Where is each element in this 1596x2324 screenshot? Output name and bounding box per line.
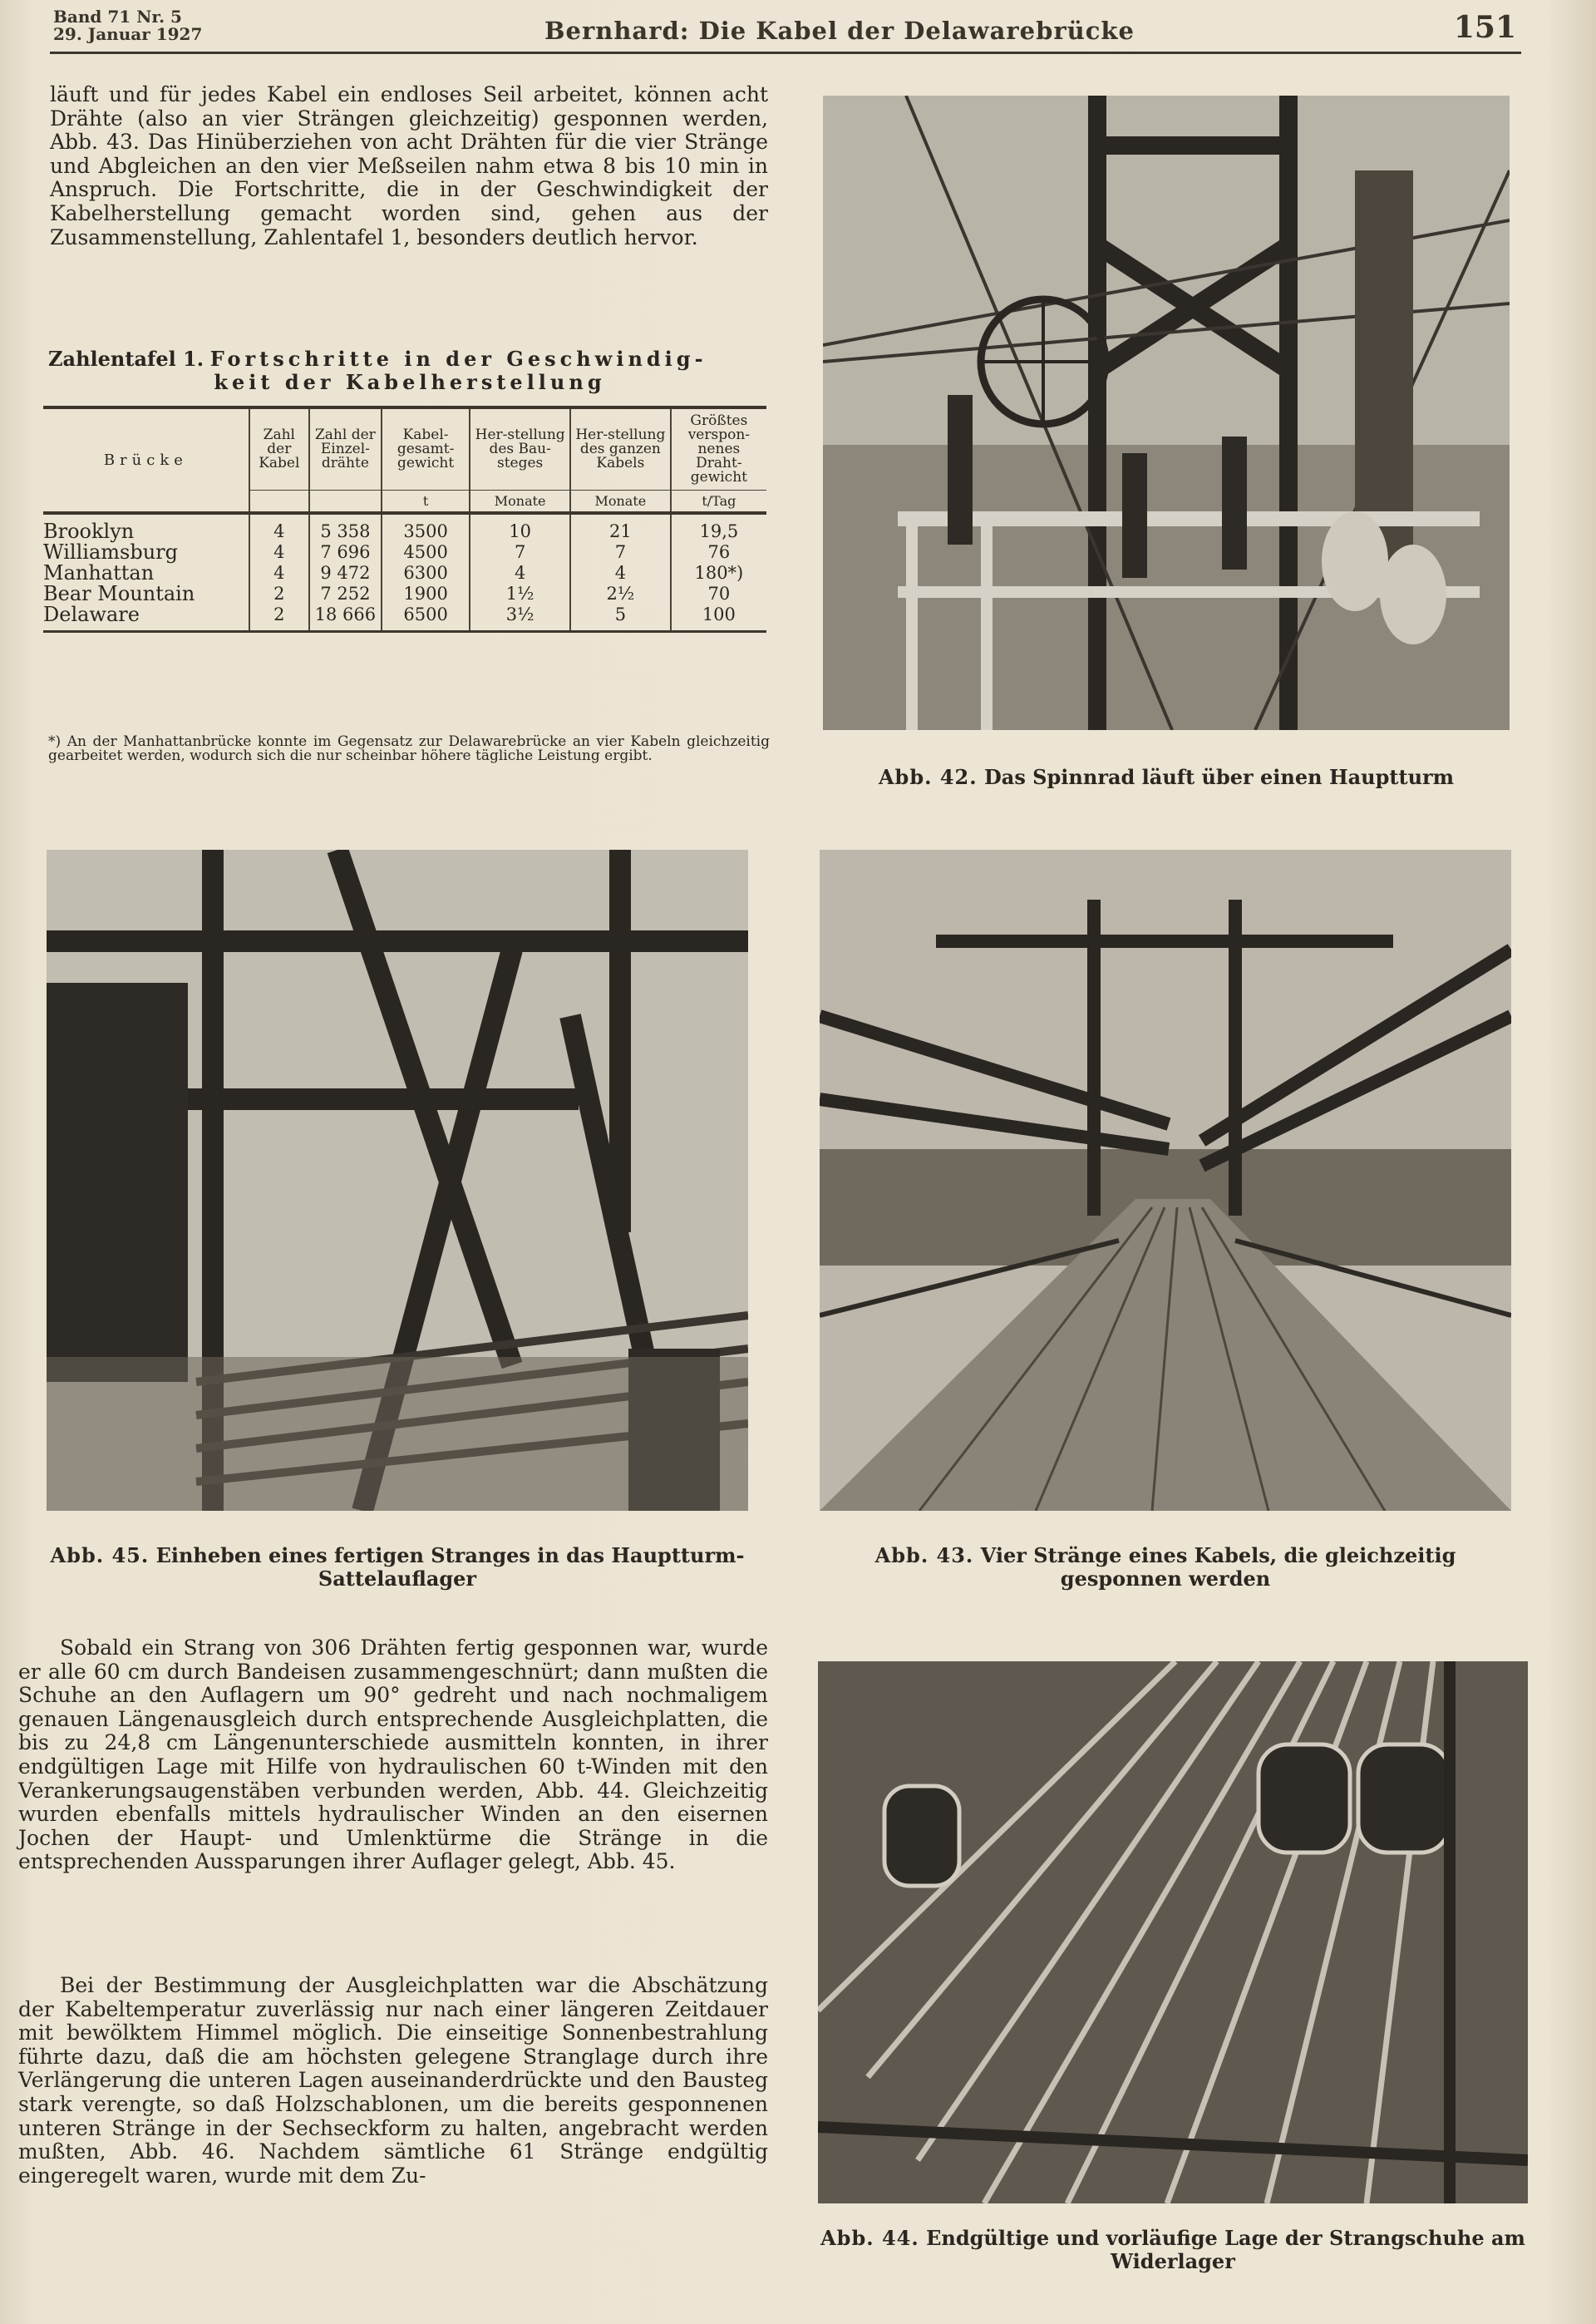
table-cell: 19,5 xyxy=(671,513,766,542)
table-cell: 4 xyxy=(249,542,309,563)
table-cell: 76 xyxy=(671,542,766,563)
table-cell: 100 xyxy=(671,604,766,632)
col-header-weight: Kabel-gesamt-gewicht xyxy=(382,407,470,491)
table-cell: 7 696 xyxy=(309,542,382,563)
table-cell: 2½ xyxy=(570,584,671,604)
page-number: 151 xyxy=(1453,10,1516,45)
table-cell: Williamsburg xyxy=(43,540,178,564)
col-header-catwalk: Her-stellung des Bau-steges xyxy=(470,407,570,491)
unit-cell: t xyxy=(382,491,470,514)
table-cell: 21 xyxy=(570,513,671,542)
unit-cell: Monate xyxy=(470,491,570,514)
header-rule xyxy=(50,52,1521,54)
table-cell: Delaware xyxy=(43,604,249,632)
table-title-line1: Fortschritte in der Geschwindig- xyxy=(209,347,707,371)
caption-fig44 xyxy=(818,2227,1528,2273)
table-row xyxy=(43,563,766,584)
intro-paragraph: läuft und für jedes Kabel ein endloses Seil arbeitet, können acht Drähte (also an vier Strängen gleichzeitig) gesponnen werden, Abb. 43. Das Hinüberziehen von acht Drähten für die vier Stränge und Abgleichen an den vier Meßseilen nahm etwa 8 bis 10 min in Anspruch. Die Fortschritte, die in der Geschwindigkeit der Kabelherstellung gemacht worden sind, gehen aus der Zusammenstellung, Zahlentafel 1, besonders deutlich hervor. xyxy=(50,82,768,249)
body-paragraph-2-text: Bei der Bestimmung der Ausgleichplatten war die Abschätzung der Kabeltemperatur zuverlässig nur nach einer längeren Zeitdauer mit bewölktem Himmel möglich. Die einseitige Sonnenbestrahlung führte dazu, daß die am höchsten gelegene Stranglage durch ihre Verlängerung die unteren Lagen auseinanderdrückte und den Bausteg stark verengte, so daß Holzschablonen, um die bereits gesponnenen unteren Stränge in der Sechseckform zu halten, angebracht werden mußten, Abb. 46. Nachdem sämtliche 61 Stränge endgültig eingeregelt waren, wurde mit dem Zu- xyxy=(18,1973,768,2188)
caption-fig43 xyxy=(820,1544,1511,1591)
table-cell: Manhattan xyxy=(43,561,155,585)
table-cell: 18 666 xyxy=(309,604,382,632)
caption-number: Abb. 43. xyxy=(874,1543,974,1567)
table-footnote: *) An der Manhattanbrücke konnte im Gegensatz zur Delawarebrücke an vier Kabeln gleichzeitig gearbeitet werden, wodurch sich die nur scheinbar höhere tägliche Leistung ergibt. xyxy=(48,733,770,764)
table-cell: 2 xyxy=(249,584,309,604)
caption-text: Endgültige und vorläufige Lage der Strangschuhe am Widerlager xyxy=(926,2226,1525,2273)
caption-number: Abb. 44. xyxy=(820,2226,919,2250)
table-cell: 4 xyxy=(249,563,309,584)
body-paragraph-1 xyxy=(18,1636,768,1874)
unit-cell: t/Tag xyxy=(671,491,766,514)
progress-table xyxy=(43,406,766,633)
table-cell: Bear Mountain xyxy=(43,582,195,605)
table-cell: 4 xyxy=(470,563,570,584)
body-paragraph-2 xyxy=(18,1974,768,2188)
unit-cell: Monate xyxy=(570,491,671,514)
issue-info xyxy=(53,8,202,43)
table-cell: 180*) xyxy=(671,563,766,584)
table-row xyxy=(43,584,766,604)
table-cell: 2 xyxy=(249,604,309,632)
unit-cell xyxy=(249,491,309,514)
table-header-row xyxy=(43,407,766,491)
table-cell: 6300 xyxy=(382,563,470,584)
photo-catwalk xyxy=(820,850,1511,1511)
table-cell: 4500 xyxy=(382,542,470,563)
table-cell: 7 252 xyxy=(309,584,382,604)
caption-text: Vier Stränge eines Kabels, die gleichzeitig gesponnen werden xyxy=(980,1543,1456,1591)
col-header-max-spun: Größtes verspon-nenes Draht-gewicht xyxy=(671,407,766,491)
table-cell: Brooklyn xyxy=(43,513,249,542)
table-title-line2: keit der Kabelherstellung xyxy=(214,370,606,394)
table-row xyxy=(43,604,766,632)
table-cell: 1900 xyxy=(382,584,470,604)
table-cell: 1½ xyxy=(470,584,570,604)
table-title xyxy=(48,348,771,394)
table-cell: 5 xyxy=(570,604,671,632)
running-title: Bernhard: Die Kabel der Delawarebrücke xyxy=(544,17,1135,45)
table-cell: 6500 xyxy=(382,604,470,632)
caption-text: Das Spinnrad läuft über einen Hauptturm xyxy=(983,765,1455,789)
table-cell: 4 xyxy=(249,513,309,542)
table-cell: 9 472 xyxy=(309,563,382,584)
col-header-cable-time: Her-stellung des ganzen Kabels xyxy=(570,407,671,491)
table-row xyxy=(43,542,766,563)
table-cell: 5 358 xyxy=(309,513,382,542)
table-cell: 70 xyxy=(671,584,766,604)
table-cell: 3500 xyxy=(382,513,470,542)
unit-cell xyxy=(309,491,382,514)
caption-number: Abb. 45. xyxy=(50,1543,150,1567)
photo-strand-shoes xyxy=(818,1661,1528,2203)
table-row xyxy=(43,513,766,542)
caption-fig45 xyxy=(47,1544,748,1591)
body-paragraph-1-text: Sobald ein Strang von 306 Drähten fertig gesponnen war, wurde er alle 60 cm durch Bandeisen zusammengeschnürt; dann mußten die Schuhe an den Auflagern um 90° gedreht und nach nochmaligem genauen Längenausgleich durch entsprechende Ausgleichplatten, die bis zu 24,8 cm Längenunterschiede ausmitteln konnten, in ihrer endgültigen Lage mit Hilfe von hydraulischen 60 t-Winden mit den Verankerungsaugenstäben verbunden werden, Abb. 44. Gleichzeitig wurden ebenfalls mittels hydraulischer Winden an den eisernen Jochen der Haupt- und Umlenktürme die Stränge in die entsprechenden Aussparungen ihrer Auflager gelegt, Abb. 45. xyxy=(18,1636,768,1874)
col-header-wires: Zahl der Einzel-drähte xyxy=(309,407,382,491)
caption-text: Einheben eines fertigen Stranges in das Hauptturm-Sattelauflager xyxy=(155,1543,745,1591)
col-header-cables: Zahl der Kabel xyxy=(249,407,309,491)
volume-number: Band 71 Nr. 5 xyxy=(53,7,182,27)
table-label: Zahlentafel 1. xyxy=(48,347,204,371)
photo-strand-lifting xyxy=(47,850,748,1511)
table-cell: 7 xyxy=(570,542,671,563)
issue-date: 29. Januar 1927 xyxy=(53,24,203,44)
caption-number: Abb. 42. xyxy=(878,765,978,789)
col-header-bridge: Brücke xyxy=(43,407,249,513)
table-cell: 4 xyxy=(570,563,671,584)
caption-fig42 xyxy=(823,766,1510,789)
photo-spinning-wheel xyxy=(823,96,1510,730)
table-cell: 7 xyxy=(470,542,570,563)
table-cell: 3½ xyxy=(470,604,570,632)
table-cell: 10 xyxy=(470,513,570,542)
